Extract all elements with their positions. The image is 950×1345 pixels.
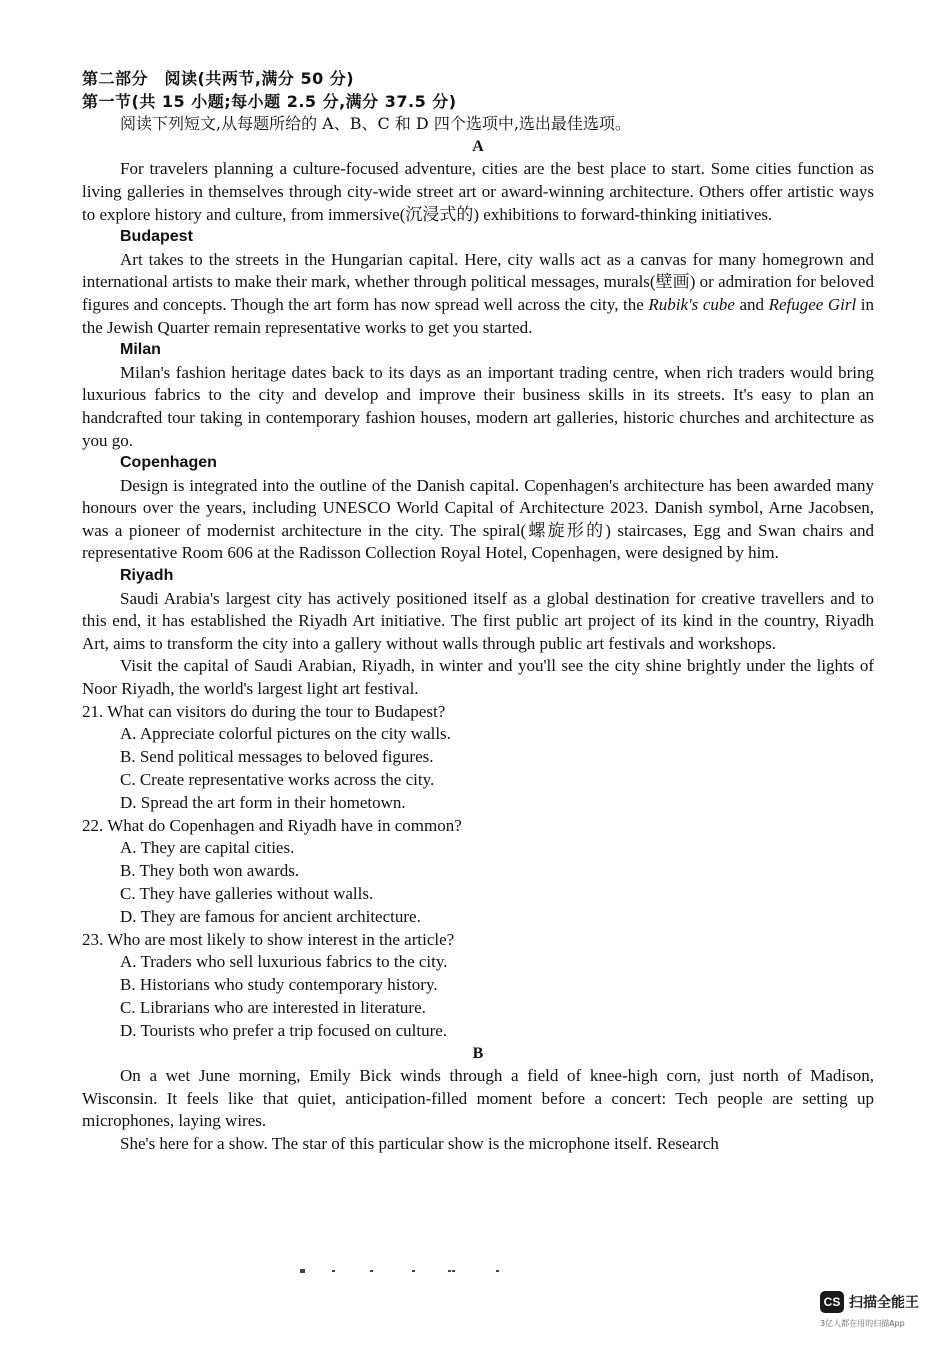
instruction: 阅读下列短文,从每题所给的 A、B、C 和 D 四个选项中,选出最佳选项。 (120, 114, 631, 134)
budapest-text-part: and (734, 294, 769, 314)
option: A. Appreciate colorful pictures on the city walls. (120, 724, 451, 744)
riyadh-title: Riyadh (120, 567, 174, 585)
option: D. Spread the art form in their hometown. (120, 792, 406, 812)
budapest-text-part: Art takes to the streets in the Hungarian capital. Here, city walls act as a canvas for many homegrown and international artists to make their mark, whether through political messages, murals(壁画) or admiration for beloved figures and concepts. Though the art form has now spread well across the city, the (82, 249, 874, 314)
part-heading: 第二部分 阅读(共两节,满分 50 分) (82, 69, 355, 88)
option: D. Tourists who prefer a trip focused on culture. (120, 1020, 448, 1040)
option: C. They have galleries without walls. (120, 884, 374, 903)
riyadh-text-1: Saudi Arabia's largest city has actively positioned itself as a global destination for creative travellers and to this end, it has established the Riyadh Art initiative. The first public art project of its kind in the country, Riyadh Art, aims to transform the city into a gallery without walls through public art festivals and workshops. (82, 588, 874, 653)
question-21 (82, 701, 874, 815)
camscanner-logo-icon: CS (820, 1291, 844, 1313)
budapest-title: Budapest (120, 228, 193, 246)
option: D. They are famous for ancient architecture. (120, 906, 421, 926)
option: B. Historians who study contemporary history. (120, 975, 438, 995)
budapest-text (82, 249, 874, 339)
work-refugee-girl: Refugee Girl (768, 294, 857, 314)
option: A. They are capital cities. (120, 838, 295, 858)
work-rubiks-cube: Rubik's cube (648, 294, 735, 314)
copenhagen-title: Copenhagen (120, 454, 217, 472)
question-22 (82, 815, 874, 929)
scanner-watermark (820, 1289, 935, 1329)
copenhagen-text: Design is integrated into the outline of the Danish capital. Copenhagen's architecture has been awarded many honours over the years, including UNESCO World Capital of Architecture 2023. Danish symbol, Arne Jacobsen, was a pioneer of modernist architecture in the city. The spiral(螺旋形的) staircases, Egg and Swan chairs and representative Room 606 at the Radisson Collection Royal Hotel, Copenhagen, were designed by him. (82, 475, 874, 563)
passage-a-label: A (472, 137, 484, 155)
option: B. Send political messages to beloved figures. (120, 747, 434, 767)
question-list (82, 701, 874, 1043)
option: C. Create representative works across the city. (120, 770, 435, 790)
milan-text: Milan's fashion heritage dates back to its days as an important trading centre, when rich traders would bring luxurious fabrics to the city and develop and improve their business skills in its streets. It's easy to plan an handcrafted tour taking in contemporary fashion houses, modern art galleries, historic churches and architecture as you go. (82, 362, 874, 450)
question-stem: 21. What can visitors do during the tour to Budapest? (82, 701, 446, 721)
option: C. Librarians who are interested in literature. (120, 997, 426, 1017)
question-stem: 22. What do Copenhagen and Riyadh have in common? (82, 815, 462, 835)
exam-page (82, 68, 874, 1156)
watermark-app-name: 扫描全能王 (849, 1295, 919, 1311)
passage-b-para-1: On a wet June morning, Emily Bick winds through a field of knee-high corn, just north of Madison, Wisconsin. It feels like that quiet, anticipation-filled moment before a concert: Tech people are setting up microphones, laying wires. (82, 1066, 874, 1131)
section-heading: 第一节(共 15 小题;每小题 2.5 分,满分 37.5 分) (82, 91, 457, 111)
budapest-text-part: in the Jewish Quarter remain representative works to get you started. (82, 294, 874, 337)
watermark-tagline: 3亿人都在用的扫描App (820, 1319, 905, 1328)
question-23 (82, 929, 874, 1043)
question-stem: 23. Who are most likely to show interest in the article? (82, 929, 455, 949)
scan-artifact (300, 1268, 510, 1274)
option: A. Traders who sell luxurious fabrics to the city. (120, 952, 448, 972)
passage-b-label: B (472, 1044, 484, 1062)
riyadh-text-2: Visit the capital of Saudi Arabian, Riyadh, in winter and you'll see the city shine brightly under the lights of Noor Riyadh, the world's largest light art festival. (82, 656, 874, 699)
option: B. They both won awards. (120, 861, 300, 881)
milan-title: Milan (120, 341, 161, 359)
passage-a-intro: For travelers planning a culture-focused adventure, cities are the best place to start. Some cities function as living galleries in themselves through city-wide street art or award-winning architecture. Others offer artistic ways to explore history and culture, from immersive(沉浸式的) exhibitions to forward-thinking initiatives. (82, 159, 874, 224)
passage-b-para-2: She's here for a show. The star of this particular show is the microphone itself. Research (120, 1133, 719, 1153)
